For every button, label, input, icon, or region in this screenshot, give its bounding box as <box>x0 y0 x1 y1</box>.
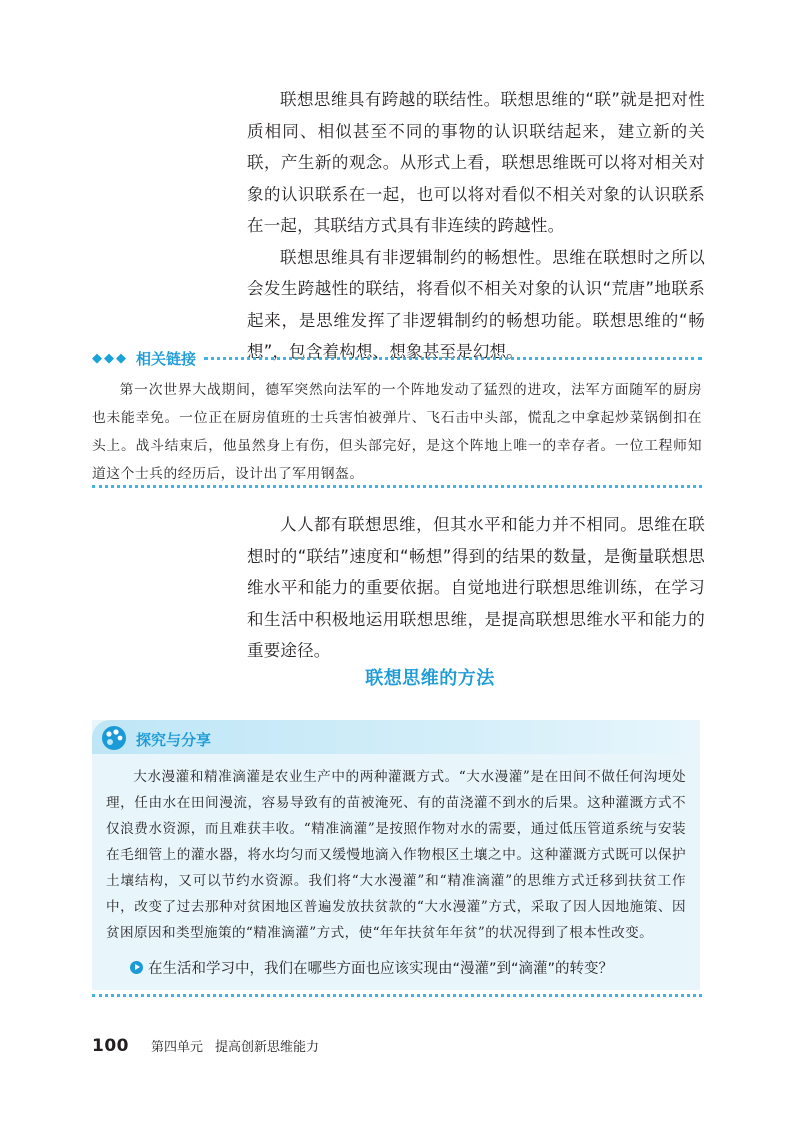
explore-bottom-divider <box>92 994 702 997</box>
explore-question-text: 在生活和学习中，我们在哪些方面也应该实现由“漫灌”到“滴灌”的转变？ <box>148 961 614 977</box>
diamond-bullets-icon: ◆◆◆ <box>92 350 128 366</box>
explore-question <box>130 957 690 978</box>
explore-share-text: 大水漫灌和精准滴灌是农业生产中的两种灌溉方式。“大水漫灌”是在田间不做任何沟埂处理，任由水在田间漫流，容易导致有的苗被淹死、有的苗浇灌不到水的后果。这种灌溉方式不仅浪费水资源，而且难获丰收。“精准滴灌”是按照作物对水的需要，通过低压管道系统与安装在毛细管上的灌水器，将水均匀而又缓慢地滴入作物根区土壤之中。这种灌溉方式既可以保护土壤结构，又可以节约水资源。我们将“大水漫灌”和“精准滴灌”的思维方式迁移到扶贫工作中，改变了过去那种对贫困地区普遍发放扶贫款的“大水漫灌”方式，采取了因人因地施策、因贫困原因和类型施策的“精准滴灌”方式，使“年年扶贫年年贫”的状况得到了根本性改变。 <box>106 769 686 941</box>
related-link-title: 相关链接 <box>136 349 197 368</box>
paragraph-associative-imagination: 联想思维具有非逻辑制约的畅想性。思维在联想时之所以会发生跨越性的联结，将看似不相关对象的认识“荒唐”地联系起来，是思维发挥了非逻辑制约的畅想功能。联想思维的“畅想”，包含着构想、想象甚至是幻想。 <box>247 247 705 361</box>
explore-share-title: 探究与分享 <box>136 731 212 749</box>
section-heading <box>0 664 680 690</box>
page-footer <box>92 1036 319 1056</box>
related-link-text: 第一次世界大战期间，德军突然向法军的一个阵地发动了猛烈的进攻，法军方面随军的厨房也未能幸免。一位正在厨房值班的士兵害怕被弹片、飞石击中头部，慌乱之中拿起炒菜锅倒扣在头上。战斗结束后，他虽然身上有伤，但头部完好，是这个阵地上唯一的幸存者。一位工程师知道这个士兵的经历后，设计出了军用钢盔。 <box>92 382 702 482</box>
unit-label: 第四单元 <box>151 1040 204 1055</box>
related-link-content <box>92 376 702 488</box>
related-link-bottom-divider <box>92 485 702 488</box>
paragraph-everyone-has-association: 人人都有联想思维，但其水平和能力并不相同。思维在联想时的“联结”速度和“畅想”得到的结果的数量，是衡量联想思维水平和能力的重要依据。自觉地进行联想思维训练，在学习和生活中积极地运用联想思维，是提高联想思维水平和能力的重要途径。 <box>247 515 705 660</box>
palette-icon <box>100 724 128 752</box>
play-arrow-icon <box>130 961 143 974</box>
related-link-header <box>92 346 702 370</box>
body-paragraphs-top <box>247 84 705 368</box>
body-paragraphs-middle <box>247 509 705 667</box>
paragraph-associative-linkage: 联想思维具有跨越的联结性。联想思维的“联”就是把对性质相同、相似甚至不同的事物的认识联结起来，建立新的关联，产生新的观念。从形式上看，联想思维既可以将对相关对象的认识联系在一起，也可以将对看似不相关对象的认识联系在一起，其联结方式具有非连续的跨越性。 <box>247 90 705 235</box>
section-heading-text: 联想思维的方法 <box>365 668 495 689</box>
dotted-divider <box>204 357 702 360</box>
unit-title: 提高创新思维能力 <box>215 1040 320 1055</box>
page-number: 100 <box>92 1036 129 1056</box>
explore-share-content <box>106 764 686 946</box>
